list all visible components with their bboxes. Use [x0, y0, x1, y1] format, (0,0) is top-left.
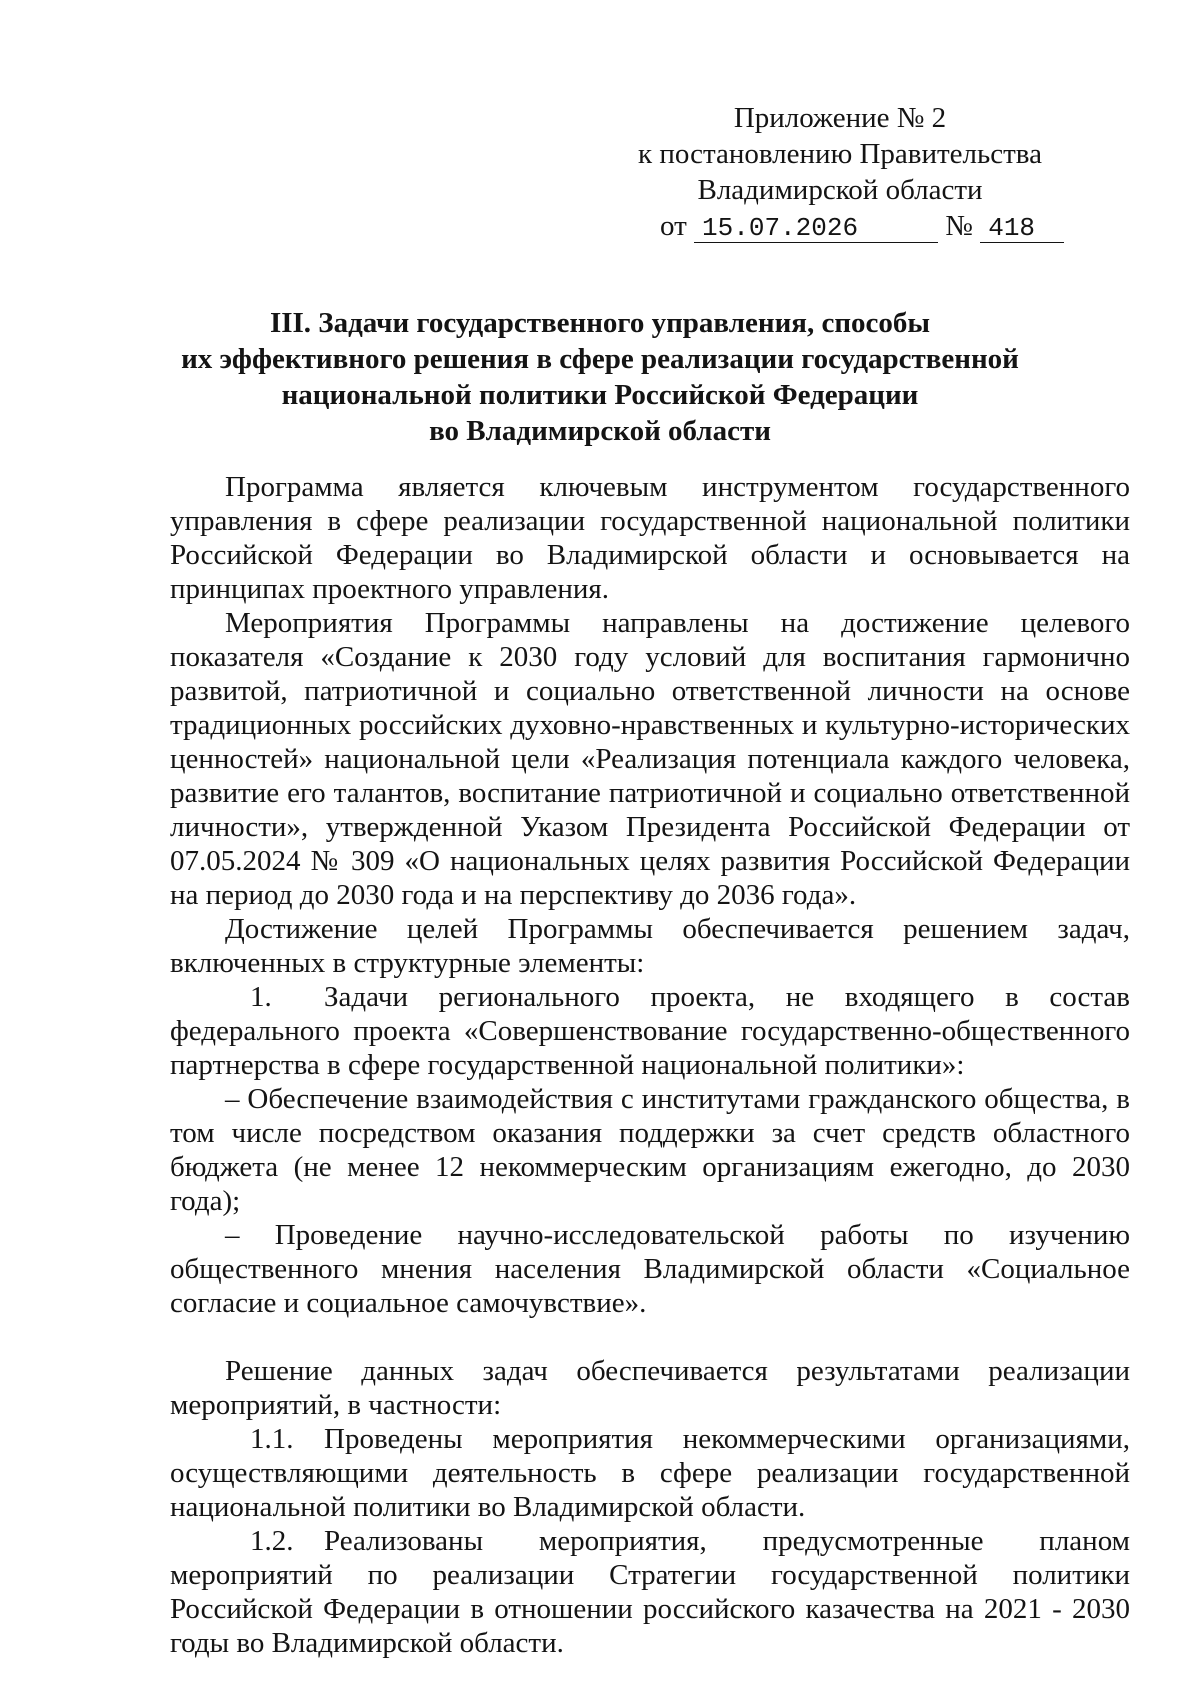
list-marker-1-2: 1.2. — [250, 1525, 294, 1557]
heading-line-1: III. Задачи государственного управления, способы — [269, 307, 931, 339]
paragraph-activities: Мероприятия Программы направлены на достижение целевого показателя «Создание к 2030 году условий для воспитания гармонично развитой, патриотичной и социально ответственной личности на основе традиционных российских духовно-нравственных и культурно-исторических ценностей» национальной цели «Реализация потенциала каждого человека, развитие его талантов, воспитание патриотичной и социально ответственной личности», утвержденной Указом Президента Российской Федерации от 07.05.2024 № 309 «О национальных целях развития Российской Федерации на период до 2030 года и на перспективу до 2036 года». — [170, 607, 1130, 911]
paragraph-program: Программа является ключевым инструментом государственного управления в сфере реализации государственной национальной политики Российской Федерации во Владимирской области и основывается на принципах проектного управления. — [170, 471, 1130, 605]
appendix-region: Владимирской области — [697, 174, 983, 206]
dash-item-2: – Проведение научно-исследовательской работы по изучению общественного мнения населения Владимирской области «Социальное согласие и социальное самочувствие». — [170, 1219, 1130, 1319]
date-field: 15.07.2026 — [694, 214, 938, 243]
heading-line-2: их эффективного решения в сфере реализации государственной — [181, 343, 1019, 375]
dash-item-1: – Обеспечение взаимодействия с институтами гражданского общества, в том числе посредством оказания поддержки за счет средств областного бюджета (не менее 12 некоммерческим организациям ежегодно, до 2030 года); — [170, 1083, 1130, 1217]
section-heading — [150, 305, 1050, 449]
appendix-reference: к постановлению Правительства — [638, 138, 1042, 170]
document-body — [170, 470, 1130, 1660]
date-prefix: от — [660, 210, 687, 242]
number-field: 418 — [980, 214, 1064, 243]
list-item-1-1 — [170, 1422, 1130, 1524]
heading-line-3: национальной политики Российской Федерации — [281, 379, 919, 411]
list-text-1-2: Реализованы мероприятия, предусмотренные планом мероприятий по реализации Стратегии государственной политики Российской Федерации в отношении российского казачества на 2021 - 2030 годы во Владимирской области. — [170, 1525, 1130, 1659]
appendix-date-number-line — [600, 208, 1080, 244]
list-text-1: Задачи регионального проекта, не входящего в состав федерального проекта «Совершенствование государственно-общественного партнерства в сфере государственной национальной политики»: — [170, 981, 1130, 1081]
appendix-block — [600, 100, 1080, 244]
paragraph-goals: Достижение целей Программы обеспечивается решением задач, включенных в структурные элементы: — [170, 913, 1130, 979]
number-prefix: № — [945, 210, 973, 242]
list-item-1-2 — [170, 1524, 1130, 1660]
heading-line-4: во Владимирской области — [429, 415, 771, 447]
list-marker-1-1: 1.1. — [250, 1423, 294, 1455]
list-text-1-1: Проведены мероприятия некоммерческими организациями, осуществляющими деятельность в сфере реализации государственной национальной политики во Владимирской области. — [170, 1423, 1130, 1523]
list-marker-1: 1. — [250, 981, 272, 1013]
appendix-title: Приложение № 2 — [733, 102, 947, 134]
list-item-1 — [170, 980, 1130, 1082]
paragraph-solutions: Решение данных задач обеспечивается результатами реализации мероприятий, в частности: — [170, 1355, 1130, 1421]
